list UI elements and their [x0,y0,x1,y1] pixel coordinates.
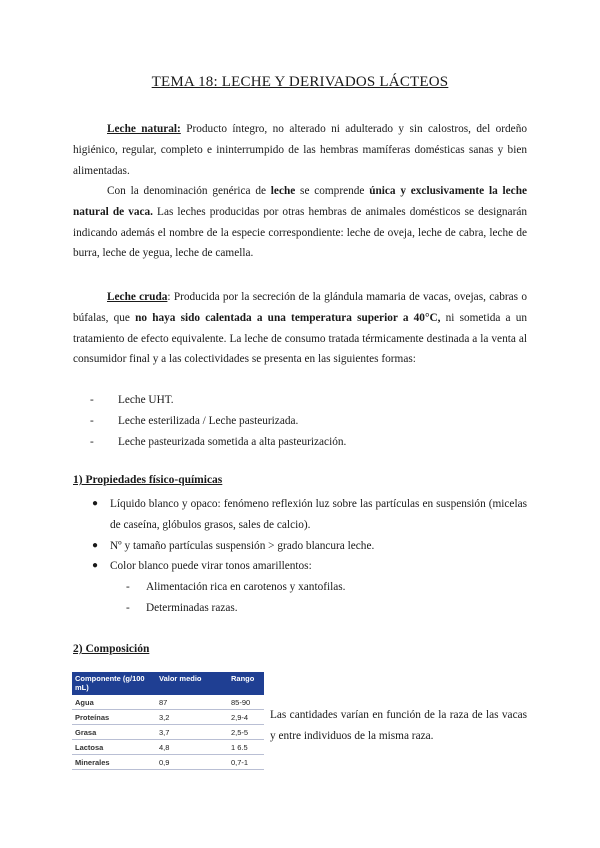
list-item-text: Determinadas razas. [146,601,238,614]
term-leche-natural: Leche natural: [107,123,181,135]
table-cell: 0,9 [156,755,228,770]
table-cell: Proteínas [72,710,156,725]
dash-mark: - [90,436,94,448]
composition-table [72,672,264,770]
table-row [72,740,264,755]
paragraph-denominacion [73,181,527,264]
section-heading-propiedades: 1) Propiedades físico-químicas [73,474,223,486]
text-run: Con la denominación genérica de [107,185,271,197]
bold-run: única y exclusivamente la leche natural de vaca. [73,185,527,218]
column-header: Rango [228,672,264,695]
list-item [92,556,527,618]
list-item [90,432,520,453]
list-item-text: Color blanco puede virar tonos amarillentos: [110,560,312,573]
text-run: : Producida por la secreción de la glándula mamaria de vacas, ovejas, cabras o búfalas, que [73,291,527,324]
table-cell: 2,5-5 [228,725,264,740]
term-leche-cruda: Leche cruda [107,291,168,303]
table-cell: 3,2 [156,710,228,725]
bullet-icon: ● [92,498,99,509]
color-sublist [110,577,527,619]
table-cell: Agua [72,695,156,710]
bold-run: leche [270,185,296,197]
table-cell: Lactosa [72,740,156,755]
bullet-icon: ● [92,560,99,572]
table-cell: Grasa [72,725,156,740]
dash-mark: - [126,601,130,614]
propiedades-list [92,494,527,619]
column-header: Componente (g/100 mL) [72,672,156,695]
list-item-text: Leche esterilizada / Leche pasteurizada. [118,415,299,427]
section-heading-composicion: 2) Composición [73,643,150,655]
column-header: Valor medio [156,672,228,695]
dash-mark: - [126,581,130,594]
list-item [92,494,527,536]
table-cell: 3,7 [156,725,228,740]
list-item-text: Leche pasteurizada sometida a alta pasteurización. [118,436,347,448]
bold-run: no haya sido calentada a una temperatura superior a 40°C, [135,311,441,324]
table-cell: 85-90 [228,695,264,710]
list-item [90,411,520,432]
table-row [72,755,264,770]
list-item-text: Alimentación rica en carotenos y xantofilas. [146,581,346,594]
text-run: Las leches producidas por otras hembras de animales domésticos se designarán indicando además el nombre de la especie correspondiente: leche de oveja, leche de cabra, leche de burra, leche de yegua, leche de camella. [73,205,527,260]
table-row [72,695,264,710]
table-cell: 2,9-4 [228,710,264,725]
table-cell: Minerales [72,755,156,770]
list-item [92,536,527,557]
table-row [72,725,264,740]
table-row [72,710,264,725]
table-header-row [72,672,264,695]
definition-leche-natural: Producto íntegro, no alterado ni adulterado y sin calostros, del ordeño higiénico, regular, completo e ininterrumpido de las hembras mamíferas domésticas sanas y bien alimentadas. [73,123,527,177]
paragraph-leche-cruda [73,287,527,370]
list-item-text: Nº y tamaño partículas suspensión > grado blancura leche. [110,539,375,552]
dash-mark: - [90,394,94,406]
list-item [110,577,527,598]
forms-list [90,390,520,453]
table-cell: 4,8 [156,740,228,755]
list-item-text: Líquido blanco y opaco: fenómeno reflexión luz sobre las partículas en suspensión (micelas de caseína, glóbulos grasos, sales de calcio). [110,498,527,531]
paragraph-leche-natural [73,119,527,181]
list-item [90,390,520,411]
table-cell: 0,7-1 [228,755,264,770]
composition-note: Las cantidades varían en función de la raza de las vacas y entre individuos de la misma raza. [270,709,527,742]
list-item [110,598,527,619]
table-cell: 1 6.5 [228,740,264,755]
page-title: TEMA 18: LECHE Y DERIVADOS LÁCTEOS [151,74,449,90]
list-item-text: Leche UHT. [118,394,174,406]
dash-mark: - [90,415,94,427]
bullet-icon: ● [92,539,99,551]
table-cell: 87 [156,695,228,710]
text-run: se comprende [295,185,370,197]
text-run: ni sometida a un tratamiento de efecto equivalente. La leche de consumo tratada térmicamente destinada a la venta al consumidor final y a las colectividades se presenta en las siguientes formas: [73,311,528,366]
